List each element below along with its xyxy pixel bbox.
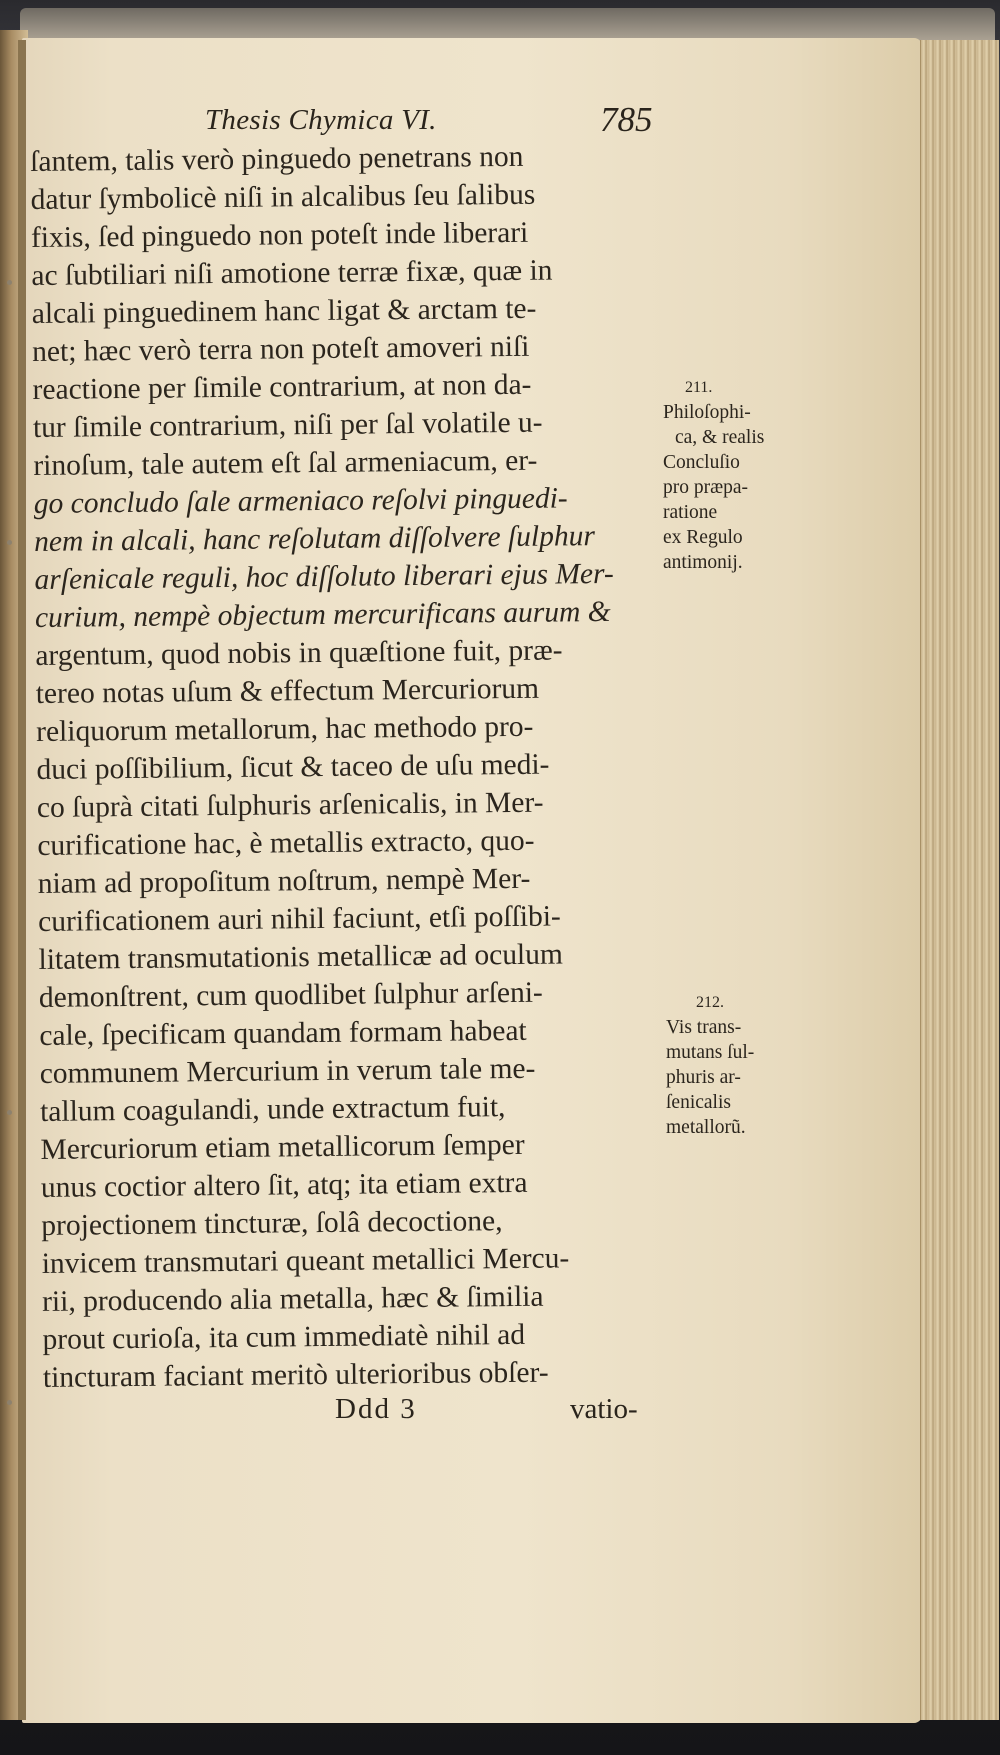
text-line: ac ſubtiliari niſi amotione terræ fixæ, quæ in: [31, 254, 553, 292]
stitch-mark: [7, 540, 12, 545]
text-line: prout curioſa, ita cum immediatè nihil ad: [42, 1318, 526, 1356]
text-line: demonſtrent, cum quodlibet ſulphur arſeni-: [38, 976, 543, 1014]
text-line: invicem transmutari queant metallici Mercu-: [41, 1242, 570, 1280]
text-line: tincturam faciant meritò ulterioribus obſer-: [42, 1356, 549, 1394]
text-line: communem Mercurium in verum tale me-: [39, 1052, 536, 1090]
text-line: cale, ſpecificam quandam formam habeat: [39, 1014, 527, 1052]
text-line: tur ſimile contrarium, niſi per ſal volatile u-: [32, 406, 543, 444]
margin-note-number: 212.: [696, 994, 724, 1011]
text-line: fixis, ſed pinguedo non poteſt inde liberari: [30, 216, 529, 254]
stitch-mark: [7, 1400, 12, 1405]
margin-note-line: ex Regulo: [663, 527, 743, 548]
page-number: 785: [600, 100, 653, 139]
page-gutter: [18, 40, 26, 1720]
margin-note-line: ſenicalis: [666, 1092, 731, 1113]
text-line: duci poſſibilium, ſicut & taceo de uſu medi-: [36, 748, 550, 786]
margin-note-line: phuris ar-: [666, 1067, 741, 1088]
text-line: datur ſymbolicè niſi in alcalibus ſeu ſalibus: [30, 178, 536, 216]
text-line: Mercuriorum etiam metallicorum ſemper: [40, 1128, 525, 1166]
text-line: tereo notas uſum & effectum Mercuriorum: [35, 672, 540, 710]
running-title: Thesis Chymica VI.: [205, 104, 437, 136]
margin-note-212: [666, 990, 754, 1140]
text-line: projectionem tincturæ, ſolâ decoctione,: [41, 1205, 503, 1242]
margin-note-line: pro præpa-: [663, 477, 749, 498]
margin-note-line: antimonij.: [663, 552, 743, 573]
text-line: unus coctior altero ſit, atq; ita etiam extra: [40, 1166, 528, 1204]
fore-edge-stack: [920, 40, 999, 1720]
text-line: go concludo ſale armeniaco reſolvi pinguedi-: [33, 482, 568, 520]
text-line: argentum, quod nobis in quæſtione fuit, præ-: [35, 634, 563, 672]
text-line: arſenicale reguli, hoc diſſoluto liberari ejus Mer-: [34, 557, 614, 596]
text-line: net; hæc verò terra non poteſt amoveri niſi: [32, 330, 530, 368]
text-line: reactione per ſimile contrarium, at non da-: [32, 368, 532, 406]
margin-note-line: metallorũ.: [666, 1117, 746, 1138]
text-line: ſantem, talis verò pinguedo penetrans non: [30, 140, 524, 178]
margin-note-line: Philoſophi-: [663, 402, 751, 423]
catchword: vatio-: [570, 1393, 638, 1425]
text-line: curium, nempè objectum mercurificans aurum &: [34, 595, 611, 634]
text-line: reliquorum metallorum, hac methodo pro-: [36, 710, 534, 748]
text-line: rii, producendo alia metalla, hæc & ſimilia: [41, 1280, 544, 1318]
margin-note-line: ca, & realis: [675, 427, 765, 448]
text-line: alcali pinguedinem hanc ligat & arctam te-: [31, 292, 537, 330]
text-line: curificationem auri nihil faciunt, etſi poſſibi-: [37, 900, 561, 938]
body-text: [30, 136, 683, 1397]
stitch-mark: [7, 280, 12, 285]
margin-note-line: mutans ſul-: [666, 1042, 755, 1063]
text-line: curificatione hac, è metallis extracto, quo-: [37, 824, 535, 862]
margin-note-number: 211.: [685, 379, 713, 396]
text-line: rinoſum, tale autem eſt ſal armeniacum, er-: [33, 444, 538, 482]
text-line: tallum coagulandi, unde extractum fuit,: [39, 1091, 506, 1128]
margin-note-line: Vis trans-: [666, 1017, 742, 1038]
stitch-mark: [7, 1110, 12, 1115]
text-line: co ſuprà citati ſulphuris arſenicalis, in Mer-: [36, 786, 544, 824]
margin-note-line: ratione: [663, 502, 718, 523]
text-line: nem in alcali, hanc reſolutam diſſolvere ſulphur: [34, 520, 596, 558]
margin-note-211: [663, 375, 764, 575]
text-line: litatem transmutationis metallicæ ad oculum: [38, 938, 564, 976]
text-line: niam ad propoſitum noſtrum, nempè Mer-: [37, 862, 531, 900]
signature-mark: Ddd 3: [335, 1393, 417, 1425]
page-footer: [305, 1393, 685, 1433]
margin-note-line: Concluſio: [663, 452, 740, 473]
